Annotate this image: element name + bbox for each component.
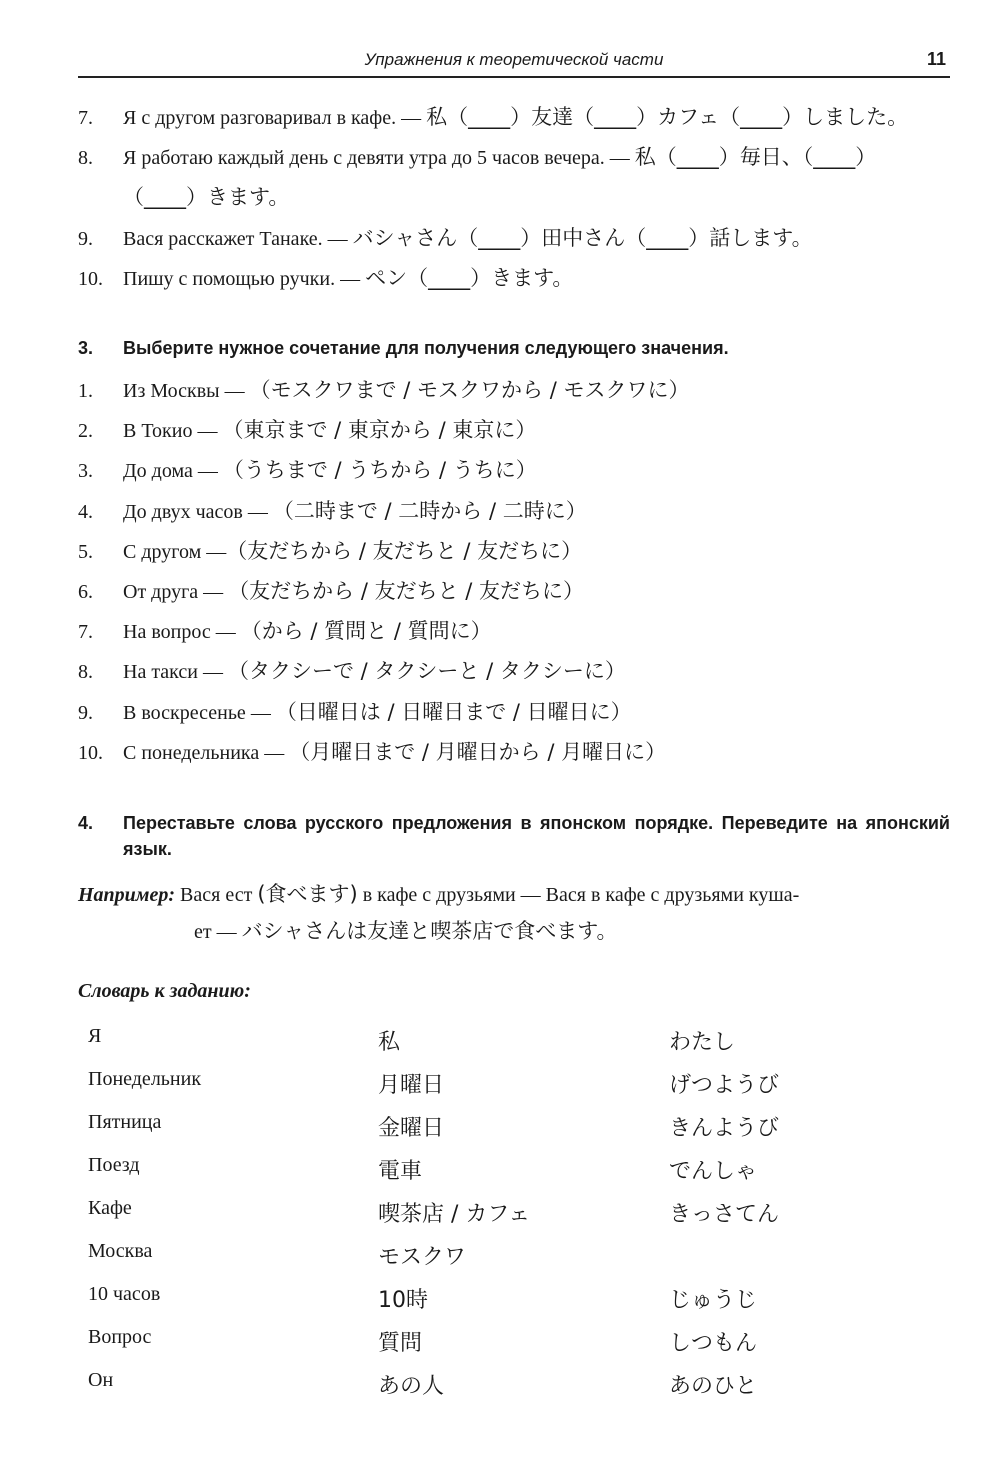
ex2-item-10: 10. Пишу с помощью ручки. — ペン（____）きます。 [78,266,574,290]
ex3-item: 10. С понедельника — （月曜日まで / 月曜日から / 月曜日に） [78,740,667,764]
ex2-item-7: 7. Я с другом разговаривал в кафе. — 私（____）友達（____）カフェ（____）しました。 [78,105,909,129]
item-jp: 私（____）友達（____）カフェ（____）しました。 [426,105,909,129]
ex3-item: 4. До двух часов — （二時まで / 二時から / 二時に） [78,499,587,523]
ex3-item: 6. От друга — （友だちから / 友だちと / 友だちに） [78,579,585,603]
item-ru: Я работаю каждый день с девяти утра до 5 часов вечера. — [123,147,635,169]
vocab-row: 10 часов 10時 じゅうじ [88,1283,758,1313]
vocab-row: Кафе 喫茶店 / カフェ きっさてん [88,1197,780,1227]
ex2-item-8: 8. Я работаю каждый день с девяти утра до 5 часов вечера. — 私（____）毎日、（____） [78,145,877,169]
header-title: Упражнения к теоретической части [364,50,664,69]
ex3-item: 5. С другом —（友だちから / 友だちと / 友だちに） [78,539,583,563]
page-number: 11 [926,49,946,69]
ex3-item: 7. На вопрос — （から / 質問と / 質問に） [78,619,492,643]
ex3-item: 2. В Токио — （東京まで / 東京から / 東京に） [78,418,537,442]
ex4-number: 4. [78,813,94,833]
item-jp: バシャさん（____）田中さん（____）話します。 [352,226,813,250]
running-header [78,44,950,78]
vocab-row: Поезд 電車 でんしゃ [88,1154,758,1184]
item-jp: 私（____）毎日、（____） [634,145,877,169]
vocab-title: Словарь к заданию: [78,980,251,1002]
vocab-row: Пятница 金曜日 きんようび [88,1111,780,1141]
ex4-heading: Переставьте слова русского предложения в японском порядке. Переведите на японский язык. [123,813,950,859]
ex2-item-8-cont [78,183,958,212]
ex4-example: Например: Вася ест (食べます) в кафе с друзьями — Вася в кафе с друзьями куша- ет — バシャさんは友達と喫茶店で食べます。 [78,882,800,943]
ex3-heading: 3. Выберите нужное сочетание для получения следующего значения. [78,338,729,358]
vocab-row: Я 私 わたし [88,1025,736,1055]
ex2-item-9: 9. Вася расскажет Танаке. — バシャさん（____）田中さん（____）話します。 [78,226,813,250]
vocab-row: Понедельник 月曜日 げつようび [88,1068,780,1098]
ex3-item: 3. До дома — （うちまで / うちから / うちに） [78,458,537,482]
ex3-item: 1. Из Москвы — （モスクワまで / モスクワから / モスクワに） [78,378,690,402]
vocab-row: Москва モスクワ [88,1240,467,1270]
vocab-row: Он あの人 あのひと [88,1369,758,1399]
ex3-item: 8. На такси — （タクシーで / タクシーと / タクシーに） [78,659,626,683]
vocab-row: Вопрос 質問 しつもん [88,1326,758,1356]
ex3-item: 9. В воскресенье — （日曜日は / 日曜日まで / 日曜日に） [78,700,632,724]
item-jp: （____）きます。 [123,185,290,209]
item-ru: Вася расскажет Танаке. — [123,228,353,250]
item-ru: Пишу с помощью ручки. — [123,268,366,290]
example-label: Например: [78,884,176,906]
item-jp: ペン（____）きます。 [365,266,574,290]
item-ru: Я с другом разговаривал в кафе. — [123,107,427,129]
